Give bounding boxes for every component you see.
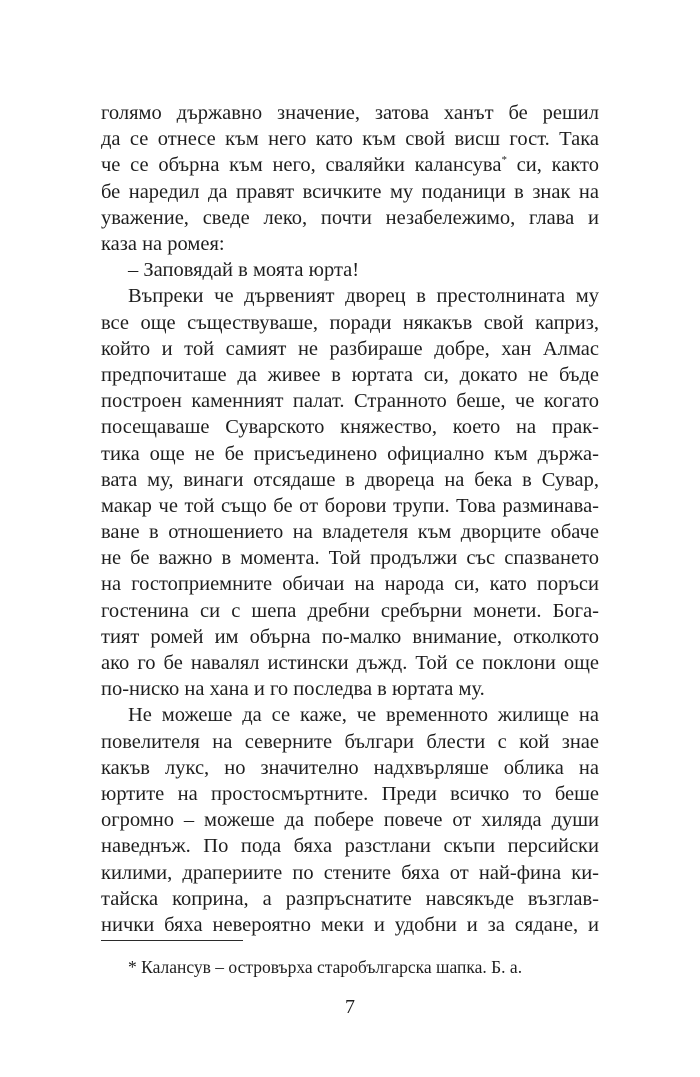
text-line: бе наредил да правят всичките му поданици в знак на xyxy=(101,180,599,203)
text-line: да се отнесе към него като към свой висш гост. Така xyxy=(101,128,599,151)
paragraph-first-line: Не можеше да се каже, че временното жилище на xyxy=(128,704,599,727)
text-line: предпочиташе да живее в юртата си, докато не бъде xyxy=(101,363,599,386)
text-fragment: си, както xyxy=(506,154,599,177)
page-number: 7 xyxy=(345,996,355,1018)
text-line: тият ромей им обърна по-малко внимание, отколкото xyxy=(101,625,599,648)
text-line: тика още не бе присъединено официално към държа- xyxy=(101,442,599,465)
text-line: наведнъж. По пода бяха разстлани скъпи персийски xyxy=(101,835,599,858)
text-line: не бе важно в момента. Той продължи със спазването xyxy=(101,547,599,570)
text-line: юртите на простосмъртните. Преди всичко то беше xyxy=(101,783,599,806)
footnote-marker[interactable]: * xyxy=(501,154,507,167)
text-fragment: че се обърна към него, сваляйки калансува xyxy=(101,154,502,177)
text-line: на гостоприемните обичаи на народа си, като поръси xyxy=(101,573,599,596)
text-line: повелителя на северните българи блести с кой знае xyxy=(101,730,599,753)
text-line: тайска коприна, а разпръснатите навсякъде възглав- xyxy=(101,887,599,910)
text-line: който и той самият не разбираше добре, хан Алмас xyxy=(101,337,599,360)
text-line: макар че той също бе от борови трупи. Това разминава- xyxy=(101,494,599,517)
paragraph-first-line: Въпреки че дървеният дворец в престолнината му xyxy=(128,285,599,308)
text-line: гостенина си с шепа дребни сребърни монети. Бога- xyxy=(101,599,599,622)
text-line: все още съществуваше, поради някакъв свой каприз, xyxy=(101,311,599,334)
footnote-separator xyxy=(101,940,243,941)
text-line: голямо държавно значение, затова ханът бе решил xyxy=(101,102,599,124)
footnote: * Калансув – островърха старобългарска шапка. Б. а. xyxy=(128,957,523,977)
text-line: килими, драпериите по стените бяха от най-фина ки- xyxy=(101,861,599,884)
paragraph-last-line: по-ниско на хана и го последва в юртата му. xyxy=(101,678,485,701)
text-line: огромно – можеше да побере повече от хиляда души xyxy=(101,809,599,832)
text-line: каза на ромея: xyxy=(101,232,225,255)
dialogue-line: – Заповядай в моята юрта! xyxy=(128,259,360,282)
text-line: уважение, сведе леко, почти незабележимо, глава и xyxy=(101,206,599,229)
text-line: построен каменният палат. Странното беше, че когато xyxy=(101,390,599,413)
text-line: какъв лукс, но значително надхвърляше облика на xyxy=(101,756,599,779)
text-line: посещаваше Суварското княжество, което на прак- xyxy=(101,416,599,439)
text-line: вата му, винаги отсядаше в двореца на бека в Сувар, xyxy=(101,468,599,491)
text-line-with-footnote-marker xyxy=(101,152,599,178)
text-line: ване в отношението на владетеля към дворците обаче xyxy=(101,521,599,544)
text-line: ако го бе навалял истински дъжд. Той се поклони още xyxy=(101,652,599,675)
text-line: нички бяха невероятно меки и удобни и за сядане, и xyxy=(101,914,599,936)
